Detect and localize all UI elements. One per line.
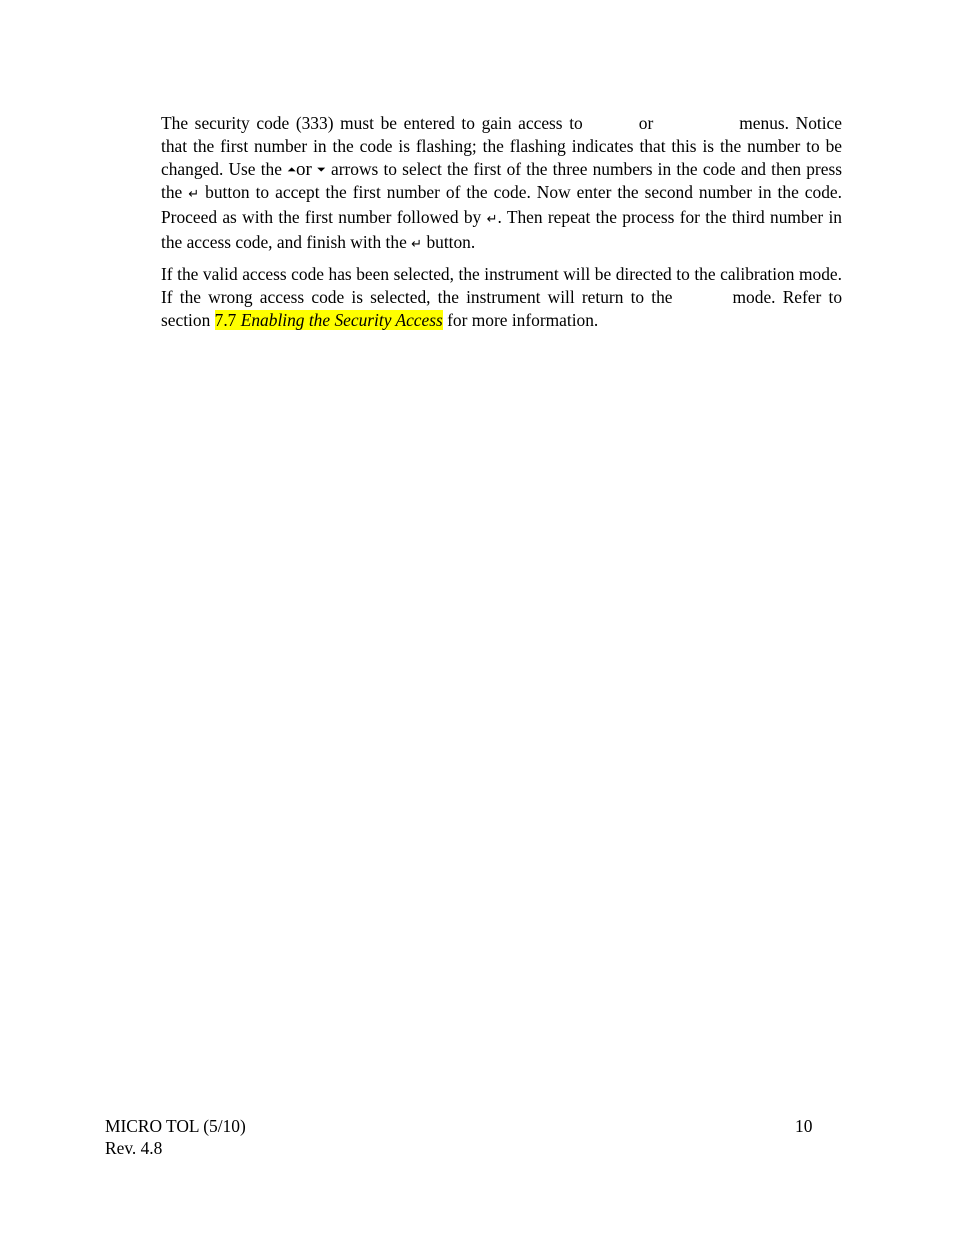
page-number: 10 [795, 1116, 813, 1136]
para1-text-5: button to accept the first number of the code. Now enter the second number in the code. Proceed as with the first number followed by [161, 182, 842, 227]
section-reference-link[interactable] [215, 310, 443, 330]
para1-text-6: . Then repeat the process for the third number in the access code, and finish with the [161, 207, 842, 252]
footer-document-info [105, 1115, 246, 1159]
para1-text-3: menus. Notice that the first number in the code is flashing; the flashing indicates that this is the number to be changed. Use the [161, 113, 842, 179]
enter-key-icon: ↵ [188, 187, 200, 202]
para1-text-2: or [638, 113, 654, 133]
or-word: or [295, 159, 312, 180]
section-title: Enabling the Security Access [240, 310, 443, 330]
footer-doc-title: MICRO TOL (5/10) [105, 1116, 246, 1136]
para1-text-4: arrows to select the first of the three numbers in the code and then press the [161, 159, 842, 202]
enter-key-icon: ↵ [486, 212, 498, 227]
para1-text-7: button. [426, 232, 476, 252]
section-number: 7.7 [214, 310, 237, 330]
para2-text-1: If the valid access code has been selected, the instrument will be directed to the calibration mode. If the wrong access code is selected, the instrument will return to the [161, 264, 842, 307]
para1-text-1: The security code (333) must be entered to gain access to [161, 113, 583, 133]
security-code-paragraph [161, 112, 842, 256]
para2-text-3: for more information. [447, 310, 599, 330]
access-result-paragraph [161, 263, 842, 332]
footer-revision: Rev. 4.8 [105, 1138, 163, 1158]
up-arrow-icon: ⏶ [287, 163, 296, 176]
down-arrow-icon: ⏷ [316, 163, 326, 176]
para2-text-2: mode. Refer to section [161, 287, 843, 330]
page-body [161, 112, 842, 332]
enter-key-icon: ↵ [411, 237, 423, 252]
